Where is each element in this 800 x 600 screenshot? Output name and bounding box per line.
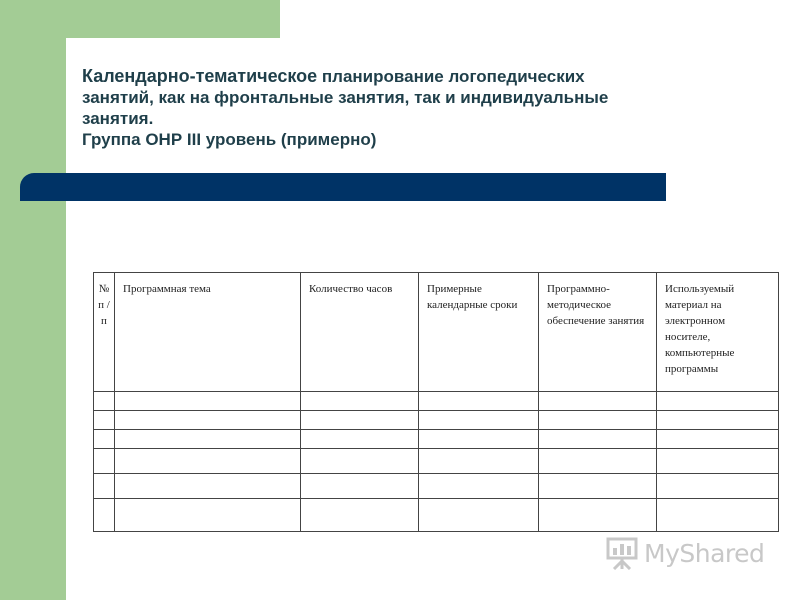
watermark-text: MyShared — [644, 538, 765, 568]
table-cell[interactable] — [115, 474, 301, 499]
title-part-2: планирование логопедических — [317, 67, 585, 86]
table-row — [94, 474, 779, 499]
table-cell[interactable] — [301, 411, 419, 430]
table-cell[interactable] — [94, 411, 115, 430]
table-header-row — [94, 273, 779, 392]
table-cell[interactable] — [115, 449, 301, 474]
header-dates: Примерные календарные сроки — [419, 273, 539, 392]
header-number: № п / п — [94, 273, 115, 392]
table-cell[interactable] — [115, 411, 301, 430]
table-cell[interactable] — [657, 411, 779, 430]
table-cell[interactable] — [539, 392, 657, 411]
table-cell[interactable] — [419, 411, 539, 430]
table-cell[interactable] — [539, 499, 657, 532]
table-cell[interactable] — [657, 392, 779, 411]
blue-divider-bar — [20, 173, 666, 201]
table-cell[interactable] — [301, 499, 419, 532]
table-cell[interactable] — [301, 392, 419, 411]
table-cell[interactable] — [115, 430, 301, 449]
table-cell[interactable] — [115, 392, 301, 411]
table-cell[interactable] — [94, 474, 115, 499]
table-row — [94, 392, 779, 411]
table-cell[interactable] — [657, 474, 779, 499]
header-hours: Количество часов — [301, 273, 419, 392]
table-row — [94, 430, 779, 449]
table-cell[interactable] — [94, 392, 115, 411]
slide-title — [82, 66, 742, 150]
table-cell[interactable] — [419, 474, 539, 499]
table-cell[interactable] — [301, 449, 419, 474]
header-topic: Программная тема — [115, 273, 301, 392]
myshared-watermark — [606, 536, 776, 570]
table-cell[interactable] — [539, 449, 657, 474]
title-line-4: Группа ОНР III уровень (примерно) — [82, 130, 377, 149]
table-cell[interactable] — [301, 430, 419, 449]
table-cell[interactable] — [539, 411, 657, 430]
table-cell[interactable] — [94, 449, 115, 474]
table-cell[interactable] — [539, 474, 657, 499]
table-row — [94, 449, 779, 474]
table-cell[interactable] — [115, 499, 301, 532]
title-part-1: Календарно-тематическое — [82, 66, 318, 86]
table-cell[interactable] — [657, 449, 779, 474]
title-line-3: занятия. — [82, 109, 154, 128]
table-row — [94, 411, 779, 430]
table-cell[interactable] — [657, 499, 779, 532]
table-cell[interactable] — [94, 499, 115, 532]
table-cell[interactable] — [419, 449, 539, 474]
table-row — [94, 499, 779, 532]
table-cell[interactable] — [657, 430, 779, 449]
presentation-board-icon — [606, 536, 638, 570]
planning-table — [93, 272, 779, 532]
table-cell[interactable] — [94, 430, 115, 449]
title-line-2: занятий, как на фронтальные занятия, так и индивидуальные — [82, 88, 609, 107]
table-cell[interactable] — [539, 430, 657, 449]
blue-divider-bar-cap — [20, 187, 56, 201]
header-electronic-material: Используемый материал на электронном носителе, компьютерные программы — [657, 273, 779, 392]
table-cell[interactable] — [419, 499, 539, 532]
table-cell[interactable] — [419, 392, 539, 411]
table-cell[interactable] — [419, 430, 539, 449]
table-cell[interactable] — [301, 474, 419, 499]
header-methodology: Программно-методическое обеспечение занятия — [539, 273, 657, 392]
